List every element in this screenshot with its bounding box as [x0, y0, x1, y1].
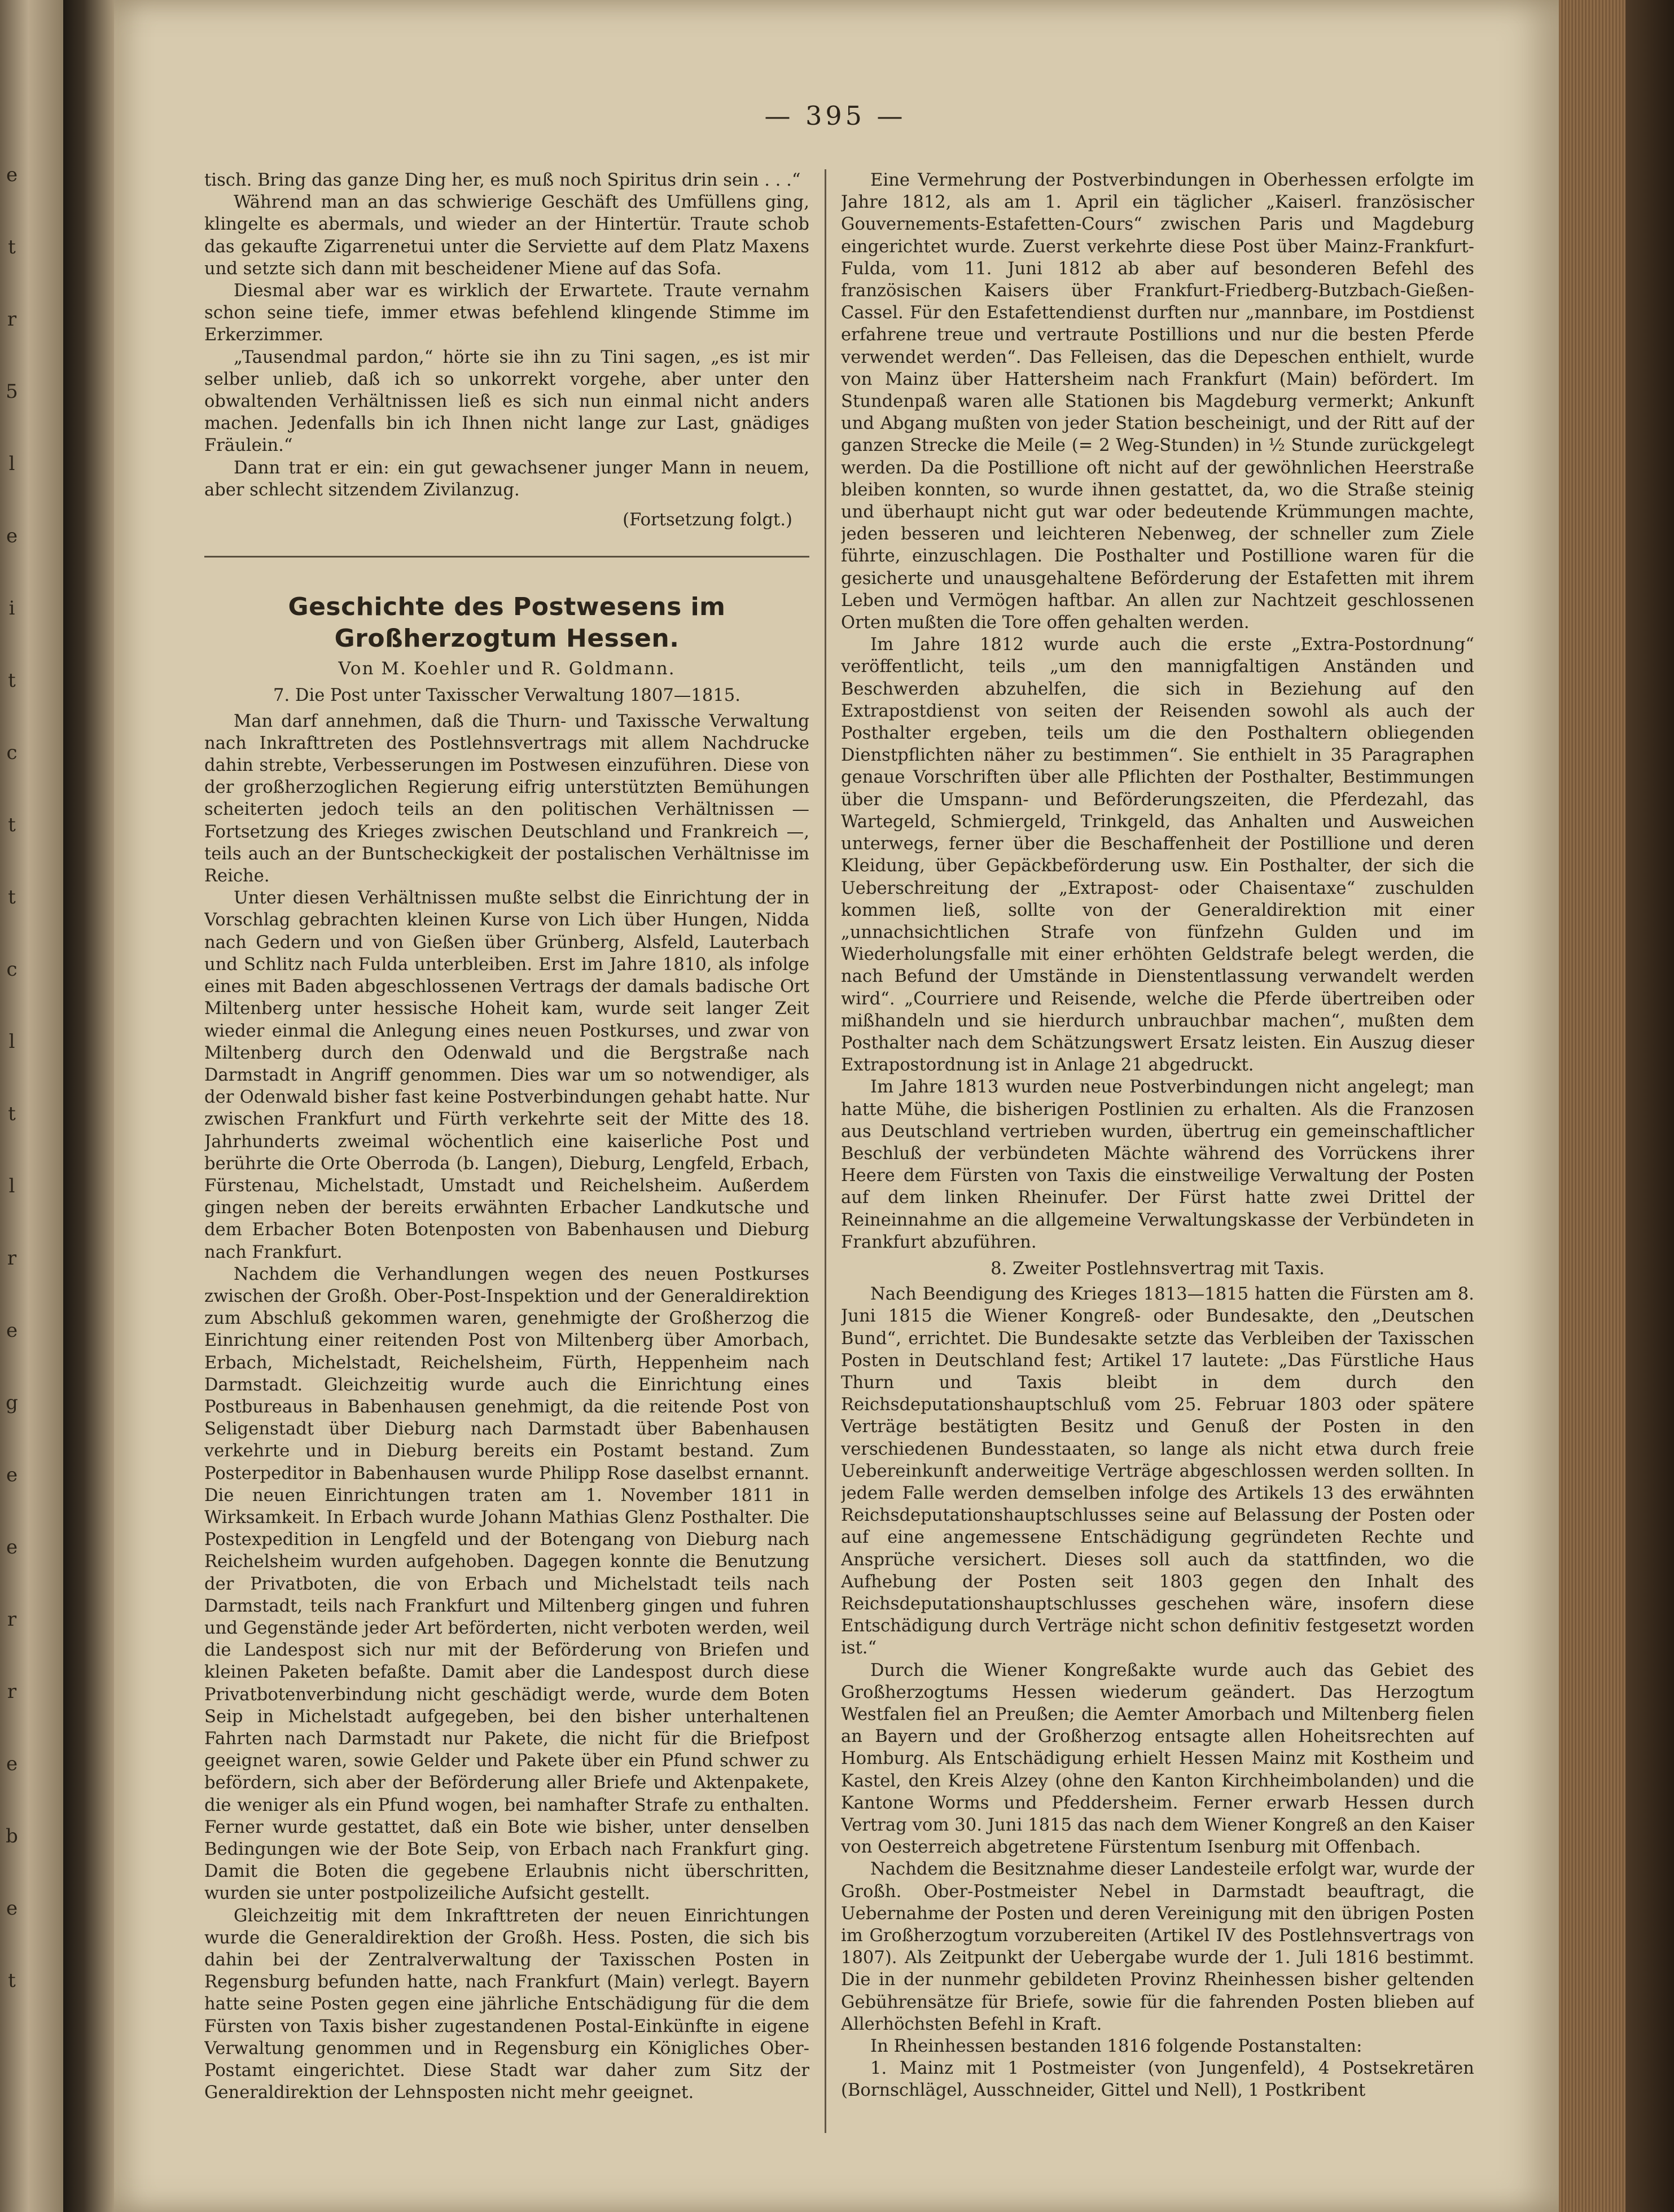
article-separator: [204, 556, 809, 558]
article-paragraph: Im Jahre 1812 wurde auch die erste „Extra-Postordnung“ veröffentlicht, teils „um den mannigfaltigen Anständen und Beschwerden abzuhelfen, die sich in Beziehung auf den Extrapostdienst von seiten der Reisenden sowohl als auch der Posthalter ergeben, teils um die den Posthaltern obliegenden Dienstpflichten näher zu bestimmen“. Sie enthielt in 35 Paragraphen genaue Vorschriften über alle Pflichten der Posthalter, Bestimmungen über die Umspann- und Beförderungszeiten, die Pferdezahl, das Wartegeld, Schmiergeld, Trinkgeld, das Anhalten und Ausweichen unterwegs, ferner über die Beschaffenheit der Postillione und deren Kleidung, über Gepäckbeförderung usw. Ein Posthalter, der sich die Ueberschreitung der „Extrapost- oder Chaisentaxe“ zuschulden kommen ließ, sollte von der Generaldirektion mit einer „unnachsichtlichen Strafe von fünfzehn Gulden und im Wiederholungsfalle mit einer erhöhten Geldstrafe belegt werden, die nach Befund der Umstände in Dienstentlassung verwandelt werden wird“. „Courriere und Reisende, welche die Pferde übertreiben oder mißhandeln und sie hierdurch unbrauchbar machen“, mußten dem Posthalter nach dem Schätzungswert Ersatz leisten. Ein Auszug dieser Extrapostordnung ist in Anlage 21 abgedruckt.: [841, 635, 1474, 1076]
article-paragraph: Nachdem die Verhandlungen wegen des neuen Postkurses zwischen der Großh. Ober-Post-Inspektion und der Generaldirektion zum Abschluß gekommen waren, genehmigte der Großherzog die Einrichtung einer reitenden Post von Miltenberg über Amorbach, Erbach, Michelstadt, Reichelsheim, Fürth, Heppenheim nach Darmstadt. Gleichzeitig wurde auch die Einrichtung eines Postbureaus in Babenhausen genehmigt, da die reitende Post von Seligenstadt über Dieburg nach Darmstadt über Babenhausen verkehrte und in Dieburg bereits ein Postamt bestand. Zum Posterpeditor in Babenhausen wurde Philipp Rose daselbst ernannt. Die neuen Einrichtungen traten am 1. November 1811 in Wirksamkeit. In Erbach wurde Johann Mathias Glenz Posthalter. Die Postexpedition in Lengfeld und der Botengang von Dieburg nach Reichelsheim wurden aufgehoben. Dagegen konnte die Benutzung der Privatboten, die von Erbach und Michelstadt teils nach Darmstadt, teils nach Frankfurt und Miltenberg gingen und fuhren und Gegenstände jeder Art beförderten, nicht verboten werden, weil die Landespost sich nur mit der Beförderung von Briefen und kleinen Paketen befaßte. Damit aber die Landespost durch diese Privatbotenverbindung nicht geschädigt werde, wurde dem Boten Seip in Michelstadt aufgegeben, bei den bisher unterhaltenen Fahrten nach Darmstadt nur Pakete, die nicht für die Briefpost geeignet waren, sowie Gelder und Pakete über ein Pfund schwer zu befördern, sich aber der Beförderung aller Briefe und Aktenpakete, die weniger als ein Pfund wogen, bei namhafter Strafe zu enthalten. Ferner wurde gestattet, daß ein Bote wie bisher, unter denselben Bedingungen wie der Bote Seip, von Erbach nach Frankfurt ging. Damit die Boten die gegebene Erlaubnis nicht überschritten, wurden sie unter postpolizeiliche Aufsicht gestellt.: [204, 1264, 809, 1904]
continued-note: (Fortsetzung folgt.): [623, 510, 792, 530]
story-paragraph: „Tausendmal pardon,“ hörte sie ihn zu Tini sagen, „es ist mir selber unlieb, daß ich so unkorrekt vorgehe, aber unter den obwaltenden Verhältnissen ließ es sich nun einmal nicht anders machen. Jedenfalls bin ich Ihnen nicht lange zur Last, gnädiges Fräulein.“: [204, 347, 809, 456]
leaf-fragment: r: [7, 1680, 17, 1703]
story-paragraph: tisch. Bring das ganze Ding her, es muß noch Spiritus drin sein . . .“: [204, 170, 801, 190]
article-paragraph: 1. Mainz mit 1 Postmeister (von Jungenfeld), 4 Postsekretären (Bornschlägel, Ausschneider, Gittel und Nell), 1 Postkribent: [841, 2059, 1474, 2101]
leaf-fragment: e: [6, 1319, 18, 1342]
article-paragraph: Im Jahre 1813 wurden neue Postverbindungen nicht angelegt; man hatte Mühe, die bisherigen Postlinien zu erhalten. Als die Franzosen aus Deutschland vertrieben wurden, übertrug ein gemeinschaftlicher Beschluß der verbündeten Mächte während des Vorrückens ihrer Heere dem Fürsten von Taxis die einstweilige Verwaltung der Posten auf dem linken Rheinufer. Der Fürst hatte zwei Drittel der Reineinnahme an die allgemeine Verwaltungskasse der Verbündeten in Frankfurt abzuführen.: [841, 1077, 1474, 1252]
article-paragraph: In Rheinhessen bestanden 1816 folgende Postanstalten:: [870, 2037, 1362, 2057]
leaf-fragment: g: [6, 1392, 18, 1414]
page-number: — 395 —: [764, 100, 906, 131]
leaf-fragment: l: [8, 453, 15, 475]
article-paragraph: Nach Beendigung des Krieges 1813—1815 hatten die Fürsten am 8. Juni 1815 die Wiener Kongreß- oder Bundesakte, den „Deutschen Bund“, errichtet. Die Bundesakte setzte das Verbleiben der Taxisschen Posten in Deutschland fest; Artikel 17 lautete: „Das Fürstliche Haus Thurn und Taxis bleibt in dem durch den Reichsdeputationshauptschluß vom 25. Februar 1803 oder spätere Verträge bestätigten Besitz und Genuß der Posten in den verschiedenen Bundesstaaten, so lange als nicht etwa durch freie Uebereinkunft anderweitige Verträge abgeschlossen werden sollten. In jedem Falle werden demselben infolge des Artikels 13 des erwähnten Reichsdeputationshauptschlusses seine auf Belassung der Posten oder auf eine angemessene Entschädigung gegründeten Rechte und Ansprüche versichert. Dieses soll auch da stattfinden, wo die Aufhebung der Posten seit 1803 gegen den Inhalt des Reichsdeputationshauptschlusses geschehen wäre, insofern diese Entschädigung durch Verträge nicht schon definitiv festgesetzt worden ist.“: [841, 1284, 1474, 1658]
article-authors: Von M. Koehler und R. Goldmann.: [338, 659, 676, 679]
leaf-fragment: e: [6, 525, 18, 547]
right-column: [841, 169, 1474, 2189]
left-column: [204, 169, 809, 2189]
article-paragraph: Durch die Wiener Kongreßakte wurde auch das Gebiet des Großherzogtums Hessen wiederum geändert. Das Herzogtum Westfalen fiel an Preußen; die Aemter Amorbach und Miltenberg fielen an Bayern und der Großherzog entsagte allen Hoheitsrechten auf Homburg. Als Entschädigung erhielt Hessen Mainz mit Kostheim und Kastel, den Kreis Alzey (ohne den Kanton Kirchheimbolanden) und die Kantone Worms und Pfeddersheim. Ferner erwarb Hessen durch Vertrag vom 30. Juni 1815 das nach dem Wiener Kongreß an den Kaiser von Oesterreich abgetretene Fürstentum Isenburg mit Offenbach.: [841, 1660, 1474, 1858]
previous-page-edge: [0, 0, 63, 2212]
leaf-fragment: t: [8, 236, 16, 258]
article-paragraph: Nachdem die Besitznahme dieser Landesteile erfolgt war, wurde der Großh. Ober-Postmeister Nebel in Darmstadt beauftragt, die Uebernahme der Posten und deren Vereinigung mit den übrigen Posten im Großherzogtum vorzubereiten (Artikel IV des Postlehnsvertrags von 1807). Als Zeitpunkt der Uebergabe wurde der 1. Juli 1816 bestimmt. Die in der nunmehr gebildeten Provinz Rheinhessen bisher geltenden Gebührensätze für Briefe, sowie für die fahrenden Posten blieben auf Allerhöchsten Befehl in Kraft.: [841, 1859, 1474, 2034]
leaf-fragment: e: [6, 164, 18, 186]
leaf-fragment: e: [6, 1897, 18, 1920]
leaf-fragment: t: [8, 1969, 16, 1992]
leaf-fragment: r: [7, 308, 17, 331]
story-paragraph: Dann trat er ein: ein gut gewachsener junger Mann in neuem, aber schlecht sitzendem Zivilanzug.: [204, 458, 809, 500]
leaf-fragment: l: [8, 1175, 15, 1197]
leaf-fragment: t: [8, 669, 16, 692]
leaf-fragment: t: [8, 814, 16, 836]
leaf-fragment: r: [7, 1608, 17, 1631]
column-rule: [825, 169, 826, 2133]
leaf-fragment: e: [6, 1464, 18, 1486]
leaf-fragment: t: [8, 886, 16, 908]
article-paragraph: Man darf annehmen, daß die Thurn- und Taxissche Verwaltung nach Inkrafttreten des Postlehnsvertrags mit allem Nachdrucke dahin strebte, Verbesserungen im Postwesen einzuführen. Diese von der großherzoglichen Regierung eifrig unterstützten Bemühungen scheiterten jedoch teils an den politischen Verhältnissen — Fortsetzung des Krieges zwischen Deutschland und Frankreich —, teils auch an der Buntscheckigkeit der postalischen Verhältnisse im Reiche.: [204, 711, 809, 886]
story-paragraph: Während man an das schwierige Geschäft des Umfüllens ging, klingelte es abermals, und wieder an der Hintertür. Traute schob das gekaufte Zigarrenetui unter die Serviette auf dem Platz Maxens und setzte sich dann mit bescheidener Miene auf das Sofa.: [204, 192, 809, 279]
leaf-fragment: c: [6, 958, 17, 981]
leaf-fragment: i: [8, 597, 15, 620]
leaf-fragment: t: [8, 1103, 16, 1125]
leaf-fragment: e: [6, 1536, 18, 1559]
section-8-title: 8. Zweiter Postlehnsvertrag mit Taxis.: [991, 1258, 1325, 1279]
leaf-fragment: c: [6, 741, 17, 764]
article-paragraph: Eine Vermehrung der Postverbindungen in Oberhessen erfolgte im Jahre 1812, als am 1. April ein täglicher „Kaiserl. französischer Gouvernements-Estafetten-Cours“ zwischen Paris und Magdeburg eingerichtet wurde. Zuerst verkehrte diese Post über Mainz-Frankfurt-Fulda, vom 11. Juni 1812 ab aber auf besonderen Befehl des französischen Kaisers über Frankfurt-Friedberg-Butzbach-Gießen-Cassel. Für den Estafettendienst durften nur „mannbare, im Postdienst erfahrene treue und vertraute Postillions und nur die besten Pferde verwendet werden“. Das Felleisen, das die Depeschen enthielt, wurde von Mainz über Hattersheim nach Frankfurt (Main) befördert. Im Stundenpaß waren alle Stationen bis Magdeburg vermerkt; Ankunft und Abgang mußten von jeder Station bescheinigt, und der Ritt auf der ganzen Strecke die Meile (= 2 Weg-Stunden) in ½ Stunde zurückgelegt werden. Da die Postillione oft nicht auf der gewöhnlichen Heerstraße bleiben konnten, so wurde ihnen gestattet, da, wo die Straße steinig und überhaupt nicht gut war oder bedeutende Krümmungen machte, jeden besseren und leichteren Nebenweg, der schneller zum Ziele führte, einzuschlagen. Die Posthalter und Postillione waren für die gesicherte und unausgehaltene Beförderung der Estafetten mit ihrem Leben und Vermögen haftbar. An allen zur Nachtzeit geschlossenen Orten mußten die Tore offen gehalten werden.: [841, 170, 1474, 633]
book-binding: [1625, 0, 1674, 2212]
leaf-fragment: r: [7, 1247, 17, 1270]
leaf-fragment: b: [6, 1825, 18, 1847]
leaf-fragment: 5: [6, 380, 18, 403]
story-paragraph: Diesmal aber war es wirklich der Erwartete. Traute vernahm schon seine tiefe, immer etwas befehlend klingende Stimme im Erkerzimmer.: [204, 281, 809, 345]
binding-gutter: [63, 0, 114, 2212]
article-paragraph: Unter diesen Verhältnissen mußte selbst die Einrichtung der in Vorschlag gebrachten kleinen Kurse von Lich über Hungen, Nidda nach Gedern und von Gießen über Grünberg, Alsfeld, Lauterbach und Schlitz nach Fulda unterbleiben. Erst im Jahre 1810, als infolge eines mit Baden abgeschlossenen Vertrags der damals badische Ort Miltenberg unter hessische Hoheit kam, wurde seit langer Zeit wieder einmal die Anlegung eines neuen Postkurses, und zwar von Miltenberg durch den Odenwald und die Bergstraße nach Darmstadt in Angriff genommen. Dies war um so notwendiger, als der Odenwald bisher fast keine Postverbindungen gehabt hatte. Nur zwischen Frankfurt und Fürth verkehrte seit der Mitte des 18. Jahrhunderts zweimal wöchentlich eine kaiserliche Post und berührte die Orte Oberroda (b. Langen), Dieburg, Lengfeld, Erbach, Fürstenau, Michelstadt, Umstadt und Reichelsheim. Außerdem gingen neben der bereits erwähnten Erbacher Landkutsche und dem Erbacher Boten Botenposten von Babenhausen und Dieburg nach Frankfurt.: [204, 888, 809, 1262]
leaf-fragment: l: [8, 1030, 15, 1053]
article-paragraph: Gleichzeitig mit dem Inkrafttreten der neuen Einrichtungen wurde die Generaldirektion der Großh. Hess. Posten, die sich bis dahin bei der Zentralverwaltung der Taxisschen Posten in Regensburg befunden hatte, nach Frankfurt (Main) verlegt. Bayern hatte seine Posten gegen eine jährliche Entschädigung für die dem Fürsten von Taxis bisher zugestandenen Postal-Einkünfte in eigene Verwaltung genommen und in Regensburg ein Königliches Ober-Postamt eingerichtet. Diese Stadt war daher zum Sitz der Generaldirektion der Lehnsposten nicht mehr geeignet.: [204, 1906, 809, 2103]
section-7-title: 7. Die Post unter Taxisscher Verwaltung 1807—1815.: [273, 686, 740, 706]
leaf-fragment: e: [6, 1753, 18, 1775]
article-headline: Geschichte des Postwesens im Großherzogtum Hessen.: [288, 592, 726, 653]
